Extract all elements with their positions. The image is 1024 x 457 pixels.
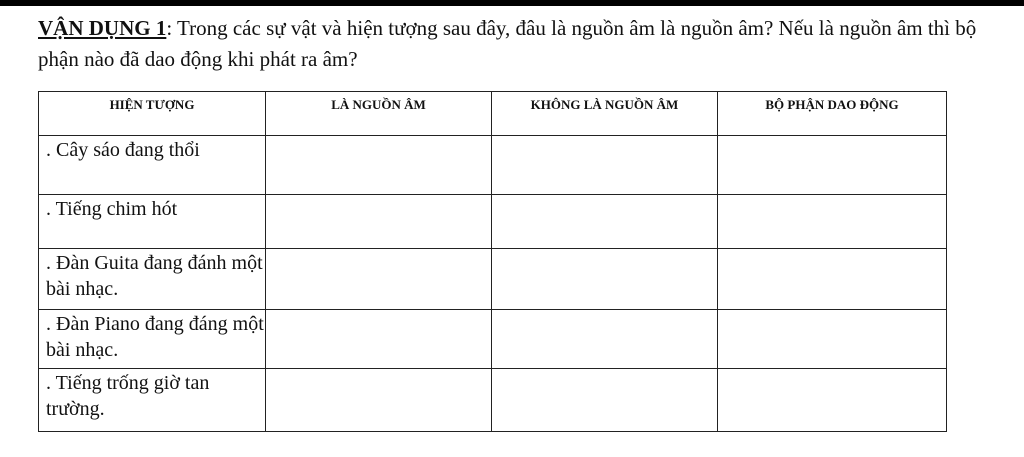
- not-source-cell[interactable]: [492, 369, 718, 432]
- table-row: [39, 310, 947, 369]
- table-row: [39, 249, 947, 310]
- is-source-cell[interactable]: [266, 369, 492, 432]
- is-source-cell[interactable]: [266, 195, 492, 249]
- vibrating-part-cell[interactable]: [718, 310, 947, 369]
- vibrating-part-cell[interactable]: [718, 369, 947, 432]
- header-not-source: KHÔNG LÀ NGUỒN ÂM: [492, 92, 718, 136]
- not-source-cell[interactable]: [492, 136, 718, 195]
- exercise-question: : Trong các sự vật và hiện tượng sau đây, đâu là nguồn âm là nguồn âm? Nếu là nguồn âm thì bộ phận nào đã dao động khi phát ra âm?: [38, 16, 977, 71]
- exercise-prompt: [38, 13, 998, 75]
- is-source-cell[interactable]: [266, 249, 492, 310]
- vibrating-part-cell[interactable]: [718, 136, 947, 195]
- exercise-label: VẬN DỤNG 1: [38, 16, 167, 40]
- phenomenon-cell: . Tiếng trống giờ tan trường.: [39, 369, 266, 432]
- header-vibrating-part: BỘ PHẬN DAO ĐỘNG: [718, 92, 947, 136]
- not-source-cell[interactable]: [492, 249, 718, 310]
- phenomenon-cell: . Cây sáo đang thổi: [39, 136, 266, 195]
- phenomenon-cell: . Tiếng chim hót: [39, 195, 266, 249]
- top-border: [0, 0, 1024, 6]
- header-phenomenon: HIỆN TƯỢNG: [39, 92, 266, 136]
- vibrating-part-cell[interactable]: [718, 195, 947, 249]
- not-source-cell[interactable]: [492, 195, 718, 249]
- phenomenon-cell: . Đàn Piano đang đáng một bài nhạc.: [39, 310, 266, 369]
- table-row: [39, 136, 947, 195]
- phenomenon-cell: . Đàn Guita đang đánh một bài nhạc.: [39, 249, 266, 310]
- table-row: [39, 369, 947, 432]
- is-source-cell[interactable]: [266, 310, 492, 369]
- vibrating-part-cell[interactable]: [718, 249, 947, 310]
- answer-table: [38, 91, 947, 432]
- is-source-cell[interactable]: [266, 136, 492, 195]
- header-is-source: LÀ NGUỒN ÂM: [266, 92, 492, 136]
- table-row: [39, 195, 947, 249]
- header-row: [39, 92, 947, 136]
- not-source-cell[interactable]: [492, 310, 718, 369]
